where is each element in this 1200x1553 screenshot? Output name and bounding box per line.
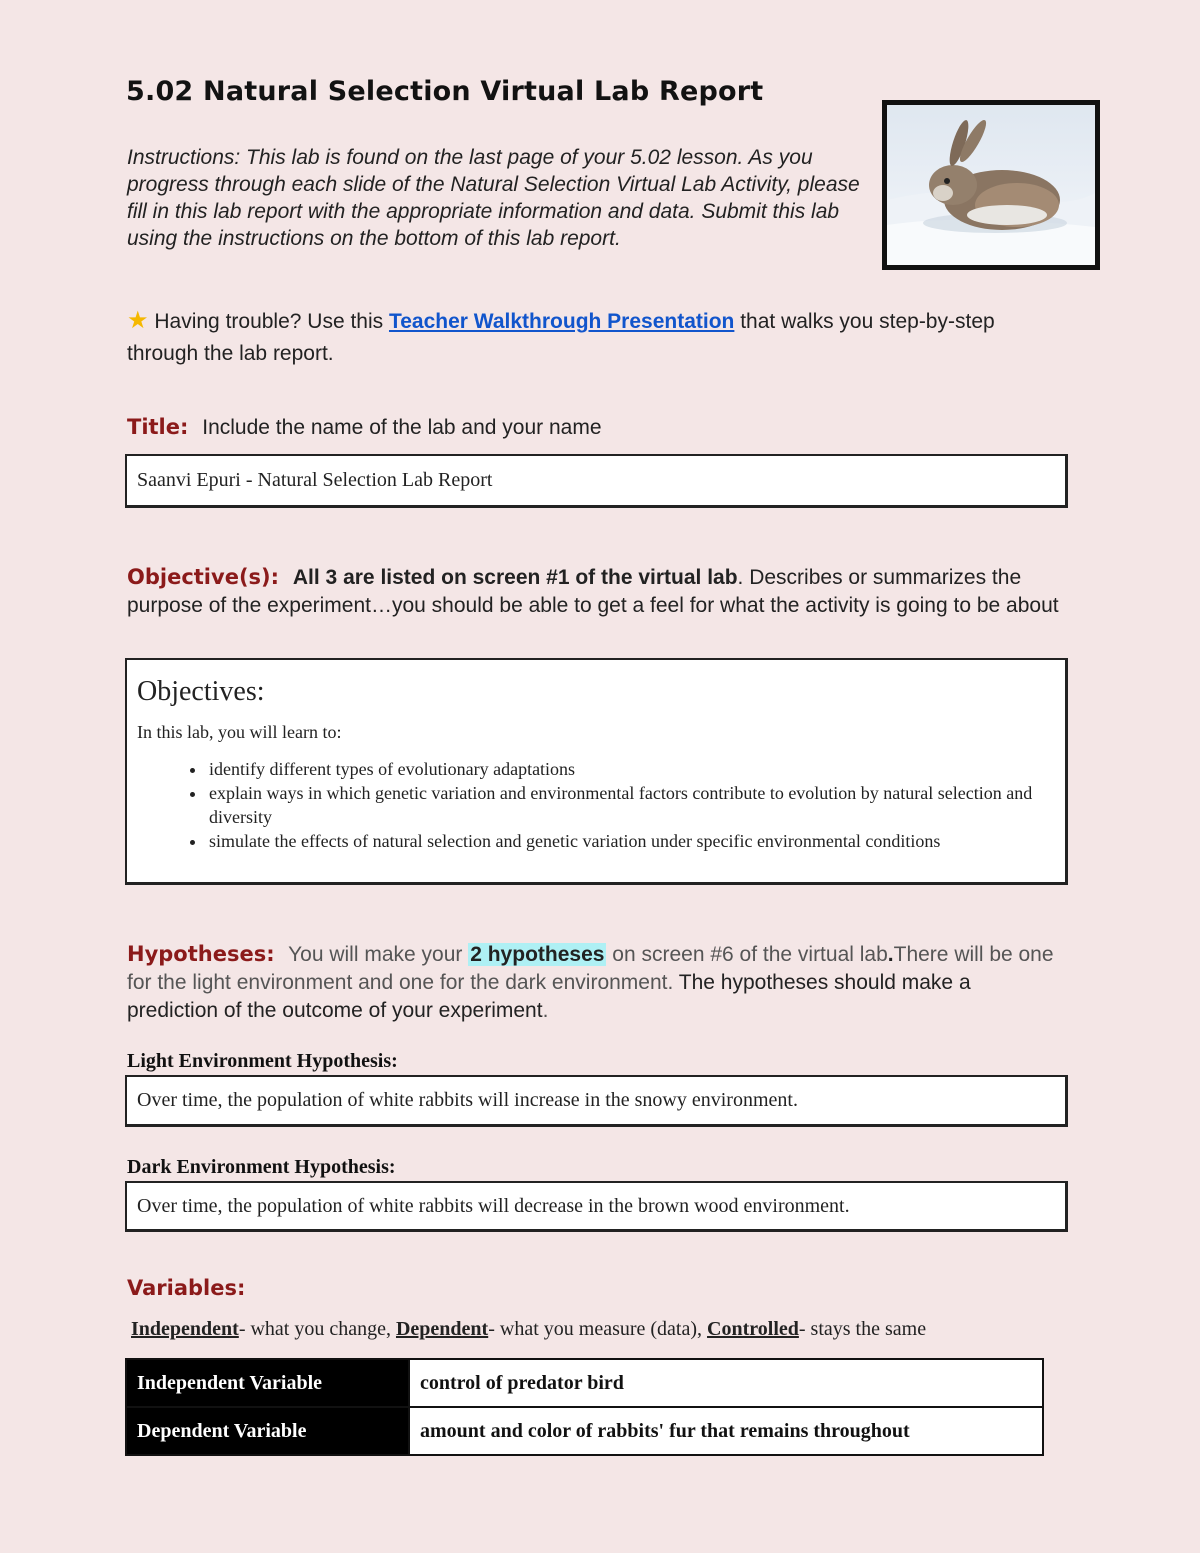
title-answer: Saanvi Epuri - Natural Selection Lab Report — [137, 469, 493, 491]
help-prefix: Having trouble? Use this — [154, 310, 389, 333]
objectives-box-title: Objectives: — [137, 676, 265, 707]
title-answer-box[interactable] — [125, 454, 1068, 508]
teacher-walkthrough-link[interactable]: Teacher Walkthrough Presentation — [388, 310, 735, 333]
objectives-box-intro: In this lab, you will learn to: — [137, 722, 342, 742]
hypotheses-text-e: The hypotheses should make a prediction of the outcome of your experiment — [127, 971, 971, 1022]
dependent-variable-value[interactable]: amount and color of rabbits' fur that remains throughout — [409, 1407, 1043, 1455]
light-hypothesis-label: Light Environment Hypothesis: — [127, 1050, 398, 1072]
dependent-variable-label: Dependent Variable — [126, 1407, 409, 1455]
variables-section-line — [127, 1274, 253, 1303]
title-heading: Title: — [127, 415, 189, 439]
help-suffix: that walks you step-by-step through the lab report. — [127, 310, 995, 365]
hypotheses-text-b: on screen #6 of the virtual lab — [606, 943, 888, 966]
help-line — [127, 305, 1027, 370]
objectives-list — [127, 757, 1065, 853]
objectives-hint-rest: . Describes or summarizes the purpose of the experiment…you should be able to get a feel for what the activity is going to be about — [127, 566, 1059, 617]
list-item: • explain ways in which genetic variation and environmental factors contribute to evolution by natural selection and diversity — [207, 781, 1065, 829]
independent-term: Independent — [131, 1318, 239, 1340]
star-icon: ★ — [127, 307, 149, 334]
hypotheses-heading: Hypotheses: — [127, 942, 275, 966]
variables-table — [125, 1358, 1044, 1456]
hypotheses-text-f: . — [542, 999, 549, 1022]
independent-desc: - what you change, — [238, 1318, 396, 1340]
independent-variable-label: Independent Variable — [126, 1359, 409, 1407]
hypotheses-text-d: There will be one for the light environment and one for the dark environment. — [127, 943, 1054, 994]
rabbit-photo — [882, 100, 1100, 270]
instructions-text: Instructions: This lab is found on the last page of your 5.02 lesson. As you progress through each slide of the Natural Selection Virtual Lab Activity, please fill in this lab report with the appropriate information and data. Submit this lab using the instructions on the bottom of this lab report. — [127, 146, 860, 250]
light-hypothesis-box[interactable] — [125, 1075, 1068, 1127]
hypotheses-highlight: 2 hypotheses — [470, 943, 605, 966]
dark-hypothesis-answer: Over time, the population of white rabbits will decrease in the brown wood environment. — [137, 1194, 850, 1217]
variables-description — [131, 1318, 926, 1341]
dark-hypothesis-label: Dark Environment Hypothesis: — [127, 1156, 396, 1178]
list-item: • simulate the effects of natural selection and genetic variation under specific environmental conditions — [207, 829, 1065, 853]
page-title: 5.02 Natural Selection Virtual Lab Report — [126, 76, 764, 107]
objectives-section-line — [127, 563, 1067, 620]
dependent-desc: - what you measure (data), — [488, 1318, 708, 1340]
dark-hypothesis-box[interactable] — [125, 1181, 1068, 1232]
title-section-line — [127, 413, 602, 442]
controlled-term: Controlled — [707, 1318, 799, 1340]
objectives-hint-bold: All 3 are listed on screen #1 of the virtual lab — [292, 566, 738, 589]
objectives-heading: Objective(s): — [127, 565, 280, 589]
light-hypothesis-answer: Over time, the population of white rabbits will increase in the snowy environment. — [137, 1089, 798, 1111]
title-hint: Include the name of the lab and your name — [202, 416, 602, 439]
list-item: • identify different types of evolutionary adaptations — [207, 757, 1065, 781]
hypotheses-text-a: You will make your — [288, 943, 469, 966]
hypotheses-text-c: . — [887, 943, 894, 966]
table-row — [126, 1407, 1043, 1455]
dependent-term: Dependent — [395, 1318, 489, 1340]
objectives-answer-box[interactable] — [125, 658, 1068, 885]
variables-heading: Variables: — [127, 1276, 246, 1300]
rabbit-image — [887, 105, 1095, 265]
hypotheses-section-line — [127, 940, 1057, 1025]
table-row — [126, 1359, 1043, 1407]
independent-variable-value[interactable]: control of predator bird — [409, 1359, 1043, 1407]
controlled-desc: - stays the same — [798, 1318, 927, 1340]
